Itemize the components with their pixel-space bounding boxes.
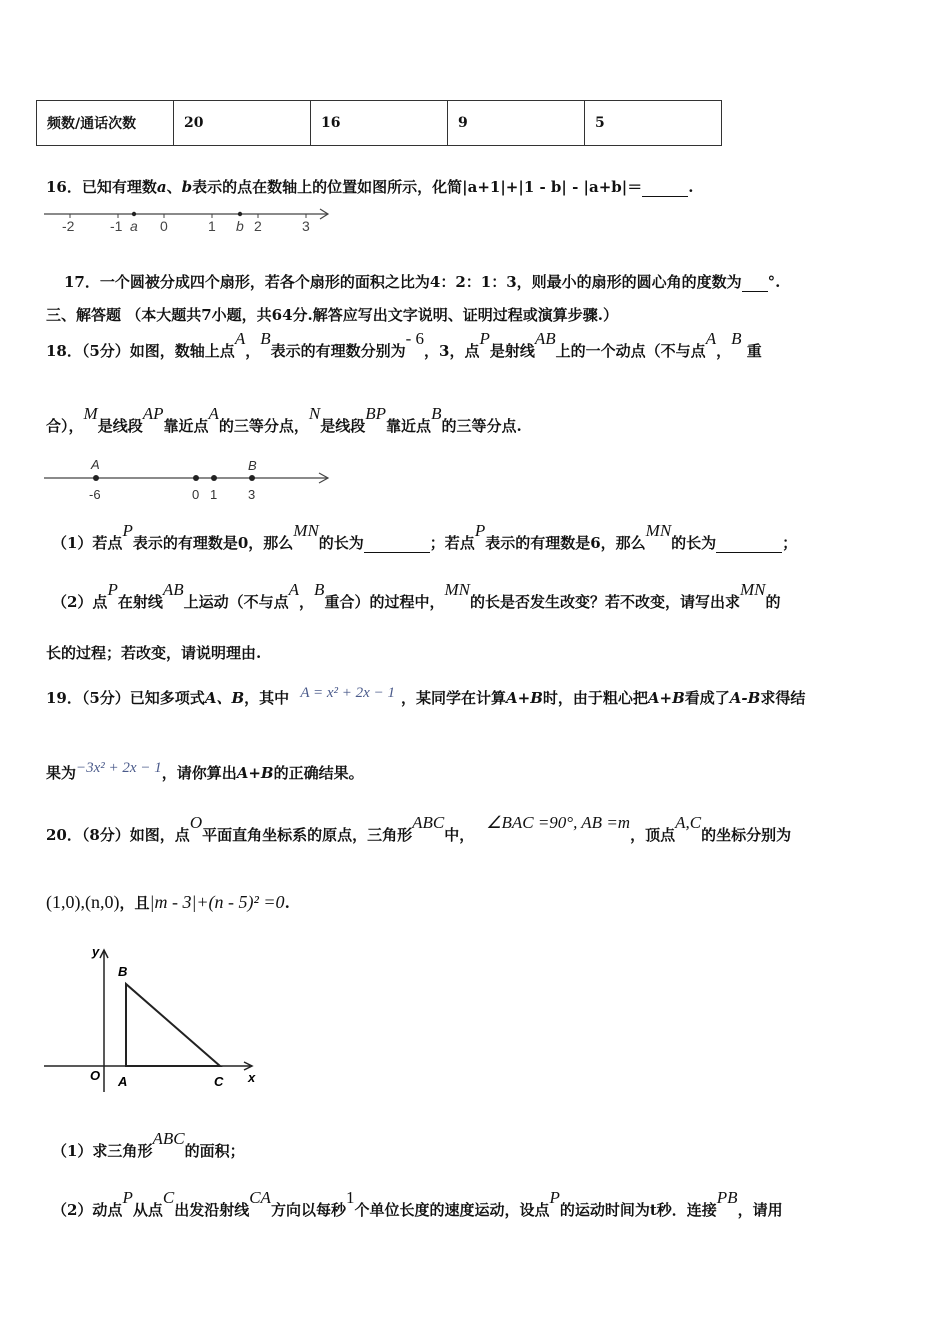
question-20-part2: （2）动点P从点C出发沿射线CA方向以每秒1个单位长度的速度运动，设点P的运动时间为t秒．连接PB，请用 — [52, 1188, 783, 1219]
point-label-c: C — [214, 1074, 224, 1089]
number-line-q18 — [44, 456, 334, 504]
tick-label: -1 — [110, 218, 123, 234]
answer-blank — [716, 534, 782, 553]
result-formula: −3x² + 2x − 1 — [76, 760, 162, 776]
frequency-table — [36, 100, 722, 146]
table-header-cell: 频数/通话次数 — [37, 101, 174, 146]
question-20-part1: （1）求三角形ABC的面积； — [52, 1129, 245, 1160]
formula: A = x² + 2x − 1 — [300, 685, 395, 701]
question-20-line1: 20．（8分）如图，点O平面直角坐标系的原点，三角形ABC中，∠BAC =90°, AB =m，顶点A,C的坐标分别为 — [46, 813, 792, 844]
question-18-part2: （2）点P在射线AB上运动（不与点A，B重合）的过程中，MN的长是否发生改变？若不改变，请写出求MN的 — [52, 580, 781, 611]
tick-label: 3 — [302, 218, 310, 234]
axis-label-y: y — [92, 944, 100, 959]
point-a — [132, 212, 136, 216]
question-19-line1: 19．（5分）已知多项式A、B，其中 A = x² + 2x − 1 ，某同学在计算A+B时，由于粗心把A+B看成了A-B求得结 — [46, 685, 806, 707]
point-B — [249, 475, 255, 481]
question-16: 16．已知有理数a、b表示的点在数轴上的位置如图所示，化简|a+1|+|1 - b| - |a+b|＝ . — [46, 178, 694, 196]
answer-blank — [742, 273, 768, 292]
section-heading: 三、解答题 （本大题共7小题，共64分.解答应写出文字说明、证明过程或演算步骤.） — [46, 306, 618, 324]
triangle-abc — [126, 984, 220, 1066]
question-17: 17．一个圆被分成四个扇形，若各个扇形的面积之比为4：2：1：3，则最小的扇形的圆心角的度数为 °. — [64, 273, 781, 291]
question-19-line2: 果为−3x² + 2x − 1，请你算出A+B的正确结果。 — [46, 760, 364, 782]
question-18-line1: 18．（5分）如图，数轴上点A，B表示的有理数分别为- 6，3，点P是射线AB上的一个动点（不与点A，B 重 — [46, 329, 762, 360]
question-18-part2-cont: 长的过程；若改变，请说明理由. — [46, 644, 262, 662]
tick-label: 1 — [210, 487, 218, 502]
point-A — [93, 475, 99, 481]
number-line-q16 — [44, 204, 334, 238]
point-b — [238, 212, 242, 216]
question-20-line2: (1,0),(n,0)，且|m - 3|+(n - 5)² =0. — [46, 892, 290, 912]
point-label-b: B — [118, 964, 128, 979]
origin-label: O — [90, 1068, 101, 1083]
answer-blank — [364, 534, 430, 553]
table-cell: 16 — [311, 101, 448, 146]
question-18-part1: （1）若点P表示的有理数是0，那么MN的长为 ；若点P表示的有理数是6，那么MN的长为 ； — [52, 521, 798, 552]
point-1 — [211, 475, 217, 481]
question-18-line2: 合），M是线段AP靠近点A的三等分点，N是线段BP靠近点B的三等分点. — [46, 404, 522, 435]
table-row — [37, 101, 722, 146]
table-cell: 5 — [585, 101, 722, 146]
tick-label: -6 — [89, 487, 101, 502]
tick-label: 0 — [192, 487, 200, 502]
point-label: b — [236, 218, 244, 234]
point-label: a — [130, 218, 138, 234]
tick-label: 2 — [254, 218, 262, 234]
answer-blank — [642, 178, 688, 197]
point-0 — [193, 475, 199, 481]
tick-label: 3 — [248, 487, 256, 502]
point-label: A — [91, 457, 100, 472]
table-cell: 20 — [174, 101, 311, 146]
table-cell: 9 — [448, 101, 585, 146]
tick-label: 0 — [160, 218, 168, 234]
tick-label: 1 — [208, 218, 216, 234]
coordinate-graph — [40, 940, 270, 1100]
tick-label: -2 — [62, 218, 75, 234]
point-label-a: A — [118, 1074, 128, 1089]
axis-label-x: x — [248, 1070, 256, 1085]
point-label: B — [248, 458, 257, 473]
